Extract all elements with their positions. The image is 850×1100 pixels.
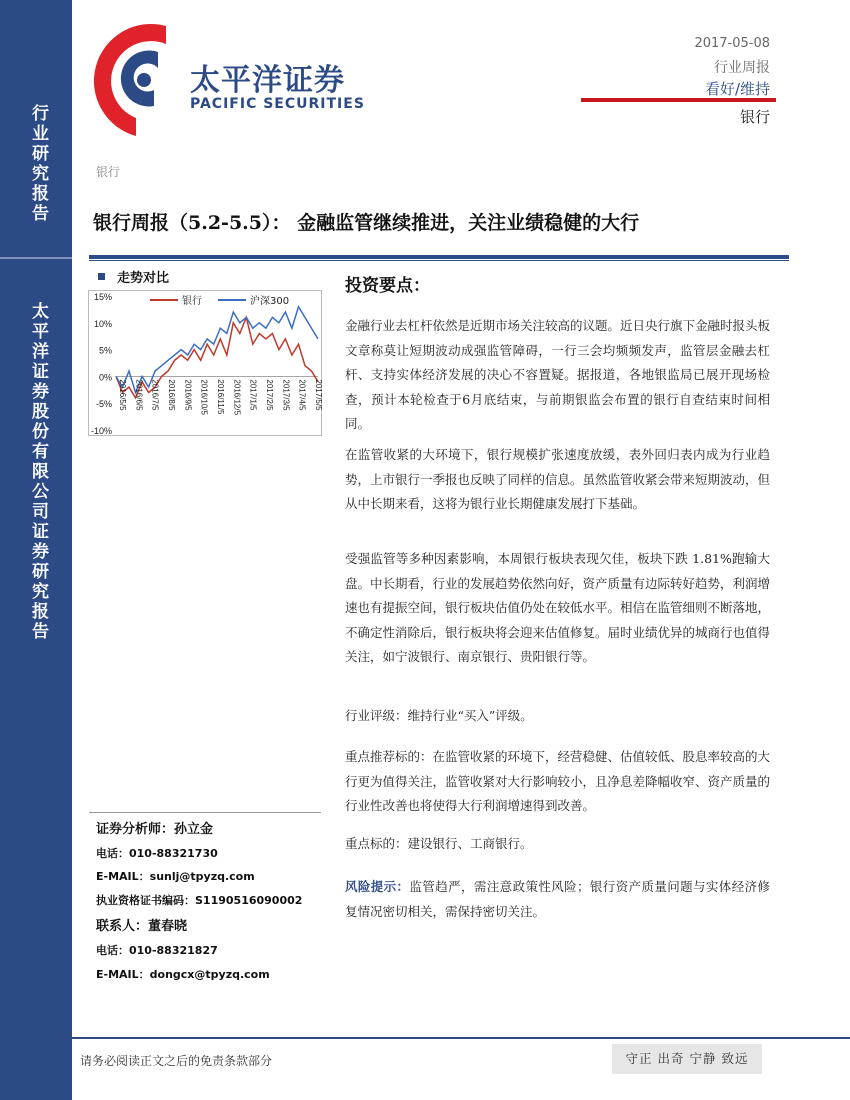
trend-chart (88, 290, 322, 436)
legend-label: 银行 (182, 296, 202, 307)
x-tick-label: 2016/9/5 (183, 379, 193, 411)
sidebar-divider (0, 257, 72, 259)
trend-heading (98, 267, 169, 286)
footer-disclaimer[interactable]: 请务必阅读正文之后的免责条款部分 (80, 1054, 273, 1068)
analyst-phone: 电话：010-88321730 (96, 847, 218, 860)
risk-label: 风险提示： (345, 879, 410, 894)
footer-rule (72, 1037, 850, 1039)
trend-chart-svg (88, 290, 322, 436)
header-red-bar (581, 98, 776, 102)
y-tick-label: 10% (93, 318, 112, 329)
key-points-heading: 投资要点： (345, 276, 430, 296)
sidebar-report-label: 行业研究报告 (28, 104, 48, 224)
paragraph-6: 重点标的：建设银行、工商银行。 (345, 836, 533, 851)
y-tick-label: 0% (98, 372, 112, 383)
risk-text: 监管趋严，需注意政策性风险；银行资产质量问题与实体经济修复情况密切相关，需保持密切关注。 (345, 879, 770, 919)
logo-english: PACIFIC SECURITIES (190, 96, 365, 112)
analyst-email[interactable]: E-MAIL：sunlj@tpyzq.com (96, 870, 255, 883)
logo-name: 太平洋证券 (190, 63, 345, 98)
x-tick-label: 2017/3/5 (281, 379, 291, 411)
sector: 银行 (739, 108, 770, 126)
x-tick-label: 2016/10/5 (199, 379, 209, 415)
trend-heading-text: 走势对比 (117, 271, 170, 286)
x-tick-label: 2017/1/5 (248, 379, 258, 411)
contact-divider (89, 812, 321, 813)
x-tick-label: 2016/11/5 (216, 379, 225, 415)
analyst-name: 证券分析师：孙立金 (96, 822, 214, 837)
y-tick-label: -5% (95, 399, 112, 410)
x-tick-label: 2017/4/5 (297, 379, 307, 411)
x-tick-label: 2016/8/5 (167, 379, 176, 411)
rating: 看好/维持 (704, 80, 770, 98)
x-tick-label: 2016/7/5 (150, 379, 160, 411)
left-sidebar (0, 0, 72, 1100)
paragraph-2: 在监管收紧的大环境下，银行规模扩张速度放缓，表外回归表内成为行业趋势，上市银行一季报也反映了同样的信息。虽然监管收紧会带来短期波动，但从中长期来看，这将为银行业长期健康发展打下基础。 (345, 447, 771, 511)
footer-motto: 守正 出奇 宁静 致远 (612, 1044, 762, 1074)
paragraph-5: 重点推荐标的：在监管收紧的环境下，经营稳健、估值较低、股息率较高的大行更为值得关注，监管收紧对大行影响较小，且净息差降幅收窄、资产质量的行业性改善也将使得大行利润增速得到改善。 (345, 749, 771, 813)
x-tick-label: 2016/6/5 (134, 379, 144, 411)
sidebar-company-label: 太平洋证券股份有限公司证券研究报告 (28, 302, 48, 642)
paragraph-3: 受强监管等多种因素影响，本周银行板块表现欠佳，板块下跌 1.81%跑输大盘。中长期看，行业的发展趋势依然向好，资产质量有边际转好趋势，利润增速也有提振空间，银行板块估值仍处在较低水平。相信在监管细则不断落地，不确定性消除后，银行板块将会迎来估值修复。届时业绩优异的城商行也值得关注，如宁波银行、南京银行、贵阳银行等。 (345, 551, 771, 664)
page-title: 银行周报（5.2-5.5）： 金融监管继续推进，关注业绩稳健的大行 (93, 212, 640, 234)
report-type: 行业周报 (714, 60, 770, 76)
sector-small: 银行 (96, 165, 121, 179)
contact-phone: 电话：010-88321827 (96, 944, 218, 957)
pacific-logo-icon (88, 18, 193, 138)
y-tick-label: -10% (90, 426, 112, 436)
contact-email[interactable]: E-MAIL：dongcx@tpyzq.com (96, 968, 270, 981)
title-rule (89, 255, 789, 259)
report-date: 2017-05-08 (694, 36, 770, 51)
y-tick-label: 15% (93, 292, 112, 302)
risk-paragraph (345, 875, 770, 924)
x-tick-label: 2017/2/5 (265, 379, 274, 411)
bullet-square-icon (98, 273, 105, 280)
analyst-cert: 执业资格证书编码：S1190516090002 (96, 894, 303, 907)
paragraph-4: 行业评级：维持行业“买入”评级。 (345, 708, 533, 723)
legend-label: 沪深300 (250, 296, 290, 307)
contact-name: 联系人：董春晓 (96, 919, 188, 934)
x-tick-label: 2016/12/5 (232, 379, 242, 416)
title-rule-thin (89, 260, 789, 261)
paragraph-1: 金融行业去杠杆依然是近期市场关注较高的议题。近日央行旗下金融时报头板文章称莫让短期波动成强监管障碍，一行三会均频频发声，监管层金融去杠杆、支持实体经济发展的决心不容置疑。据报道，各地银监局已展开现场检查，预计本轮检查于6月底结束，与前期银监会布置的银行自查结束时间相同。 (345, 318, 771, 431)
x-tick-label: 2017/5/5 (314, 379, 323, 411)
x-tick-label: 2016/5/5 (118, 379, 127, 411)
y-tick-label: 5% (98, 345, 112, 356)
